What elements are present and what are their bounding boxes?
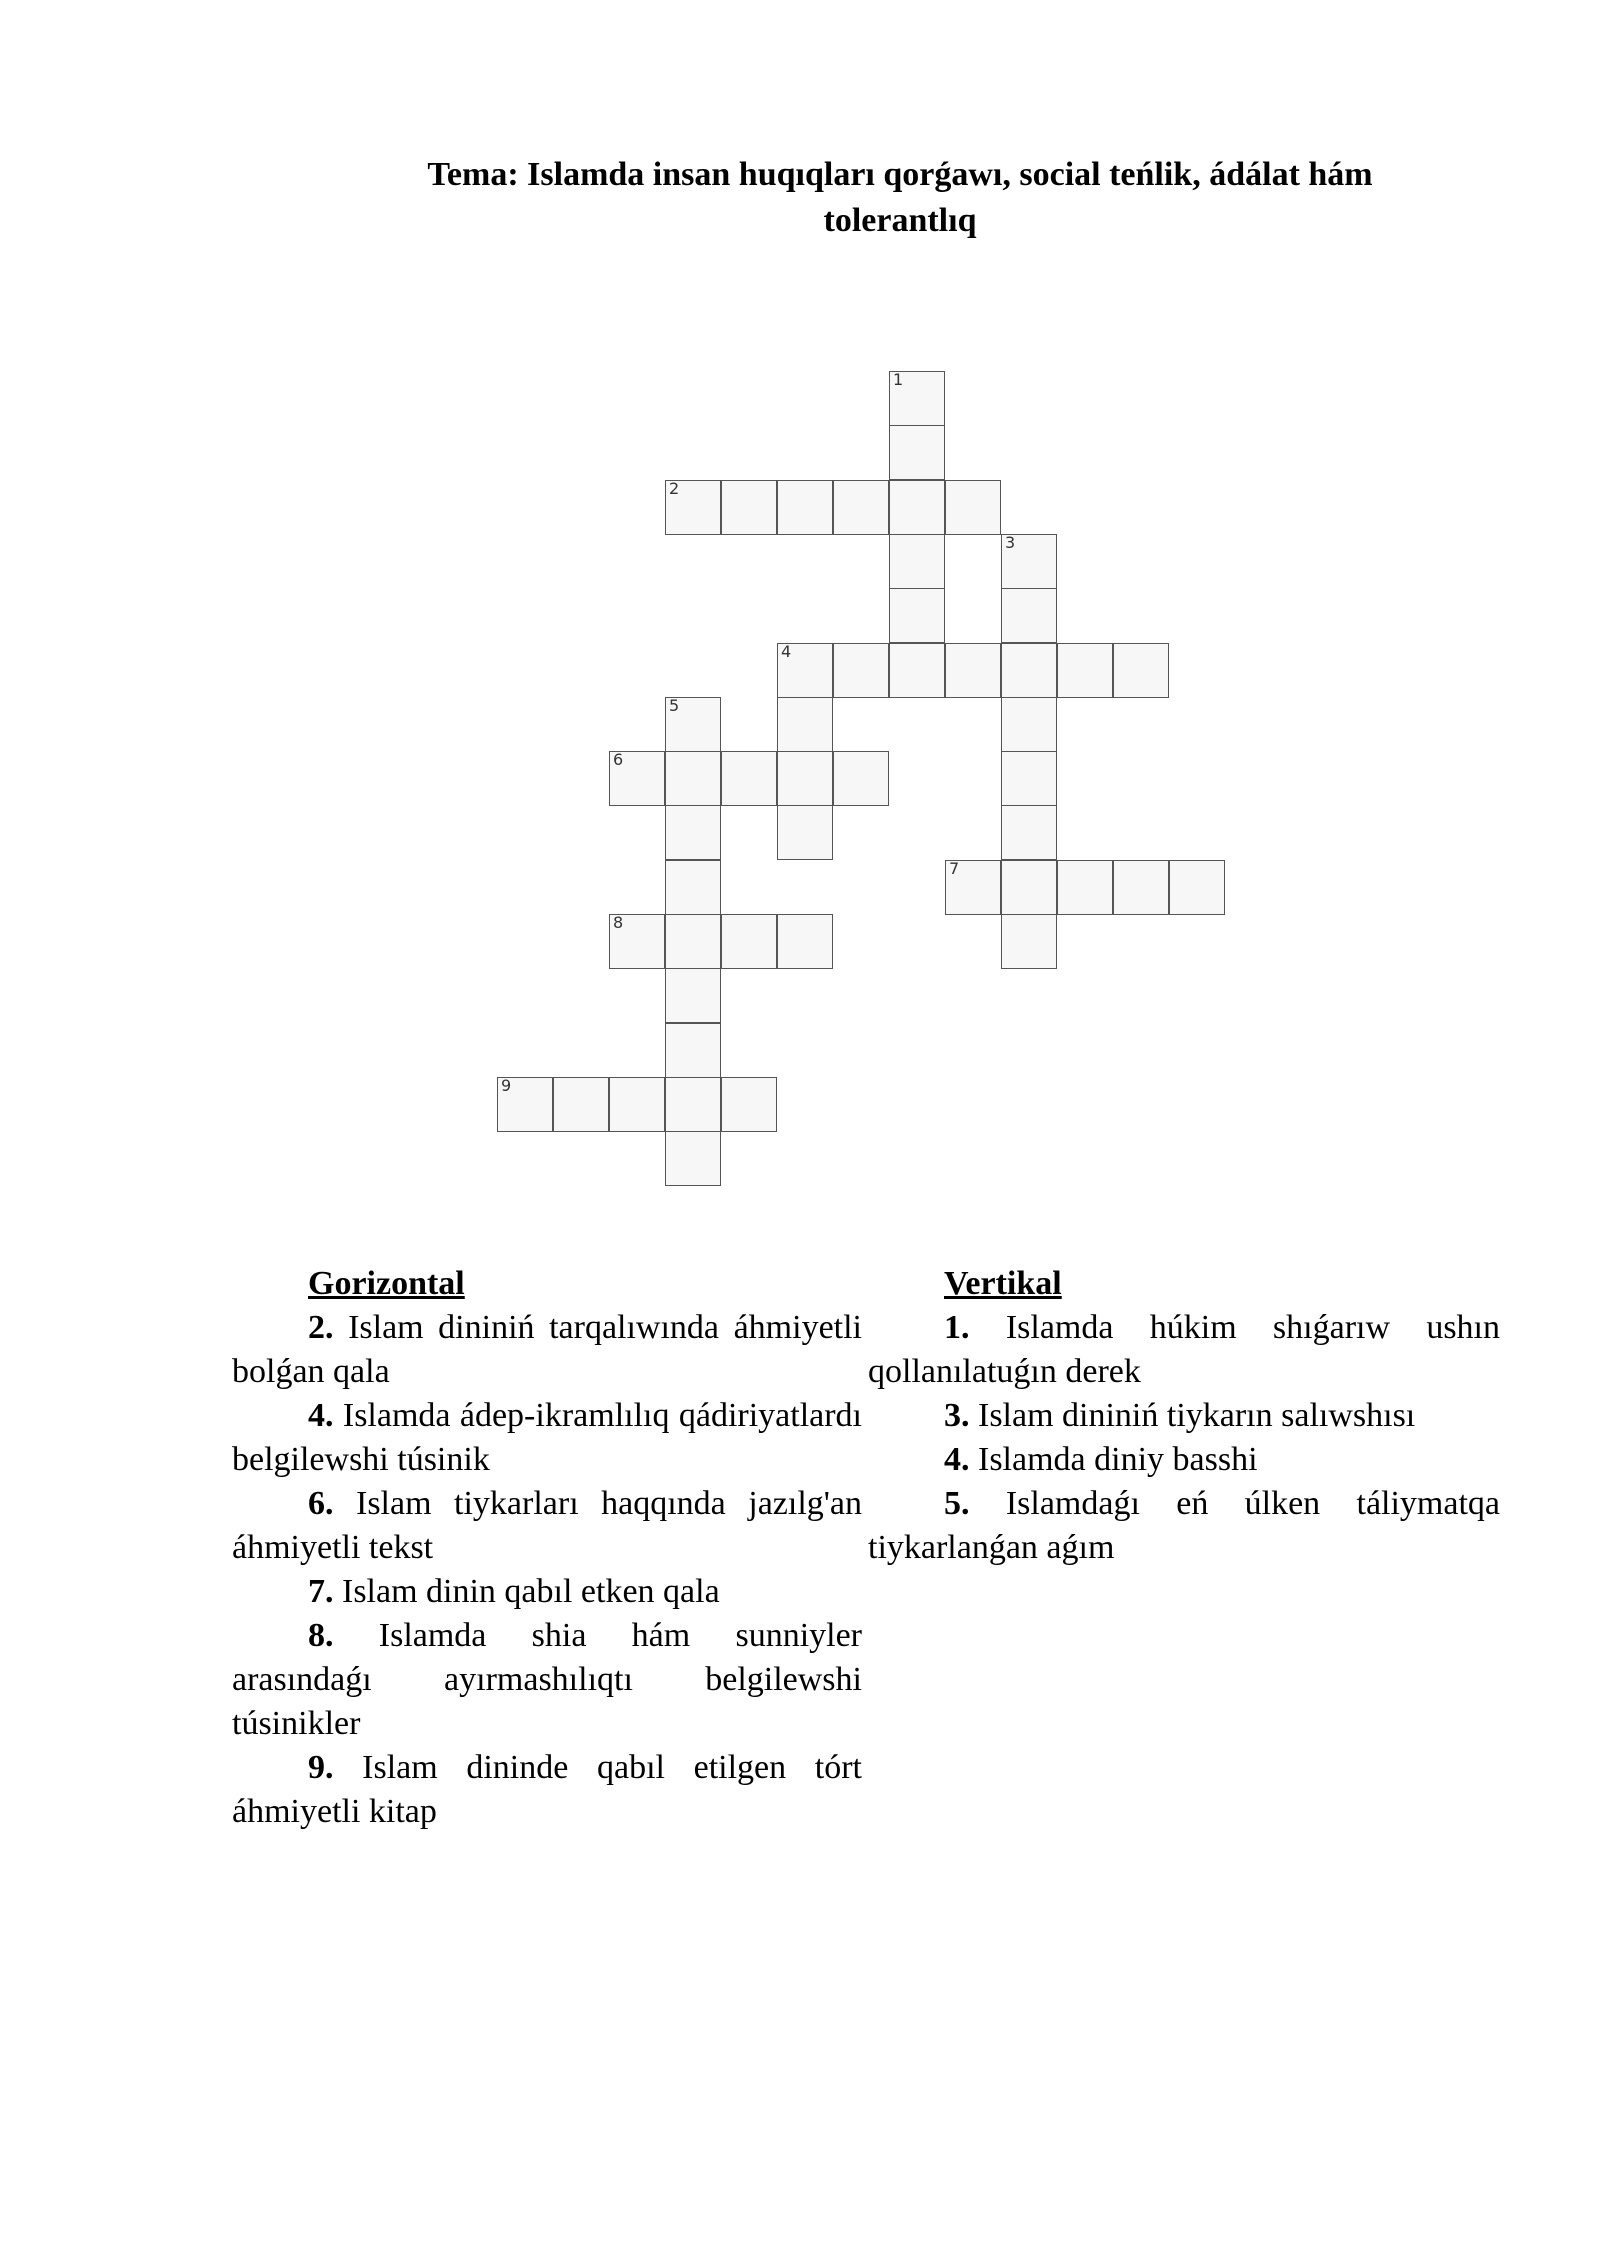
crossword-cell[interactable] — [889, 425, 945, 480]
crossword-cell[interactable] — [1001, 751, 1057, 806]
crossword-cell[interactable] — [721, 480, 777, 535]
crossword-cell[interactable] — [777, 643, 833, 698]
crossword-cell[interactable] — [1169, 860, 1225, 915]
clue-number: 8. — [308, 1617, 334, 1654]
crossword-cell[interactable] — [945, 643, 1001, 698]
crossword-cell[interactable] — [1001, 643, 1057, 698]
cell-number: 4 — [781, 641, 792, 661]
crossword-cell[interactable] — [889, 480, 945, 535]
clue-across-2 — [232, 1306, 862, 1394]
cell-number: 5 — [669, 695, 680, 715]
crossword-cell[interactable] — [833, 751, 889, 806]
clue-across-8 — [232, 1614, 862, 1746]
cell-number: 8 — [613, 913, 624, 932]
crossword-cell[interactable] — [1001, 860, 1057, 915]
horizontal-clues — [232, 1262, 862, 1834]
clue-text: Islam dininiń tiykarın salıwshısı — [978, 1397, 1416, 1434]
vertical-clues — [868, 1262, 1500, 1570]
crossword-cell[interactable] — [777, 914, 833, 969]
cell-number: 6 — [613, 750, 624, 770]
clue-text: Islam dinin qabıl etken qala — [342, 1573, 720, 1610]
clue-number: 5. — [944, 1485, 970, 1522]
crossword-cell[interactable] — [1001, 534, 1057, 589]
crossword-cell[interactable] — [833, 480, 889, 535]
crossword-cell[interactable] — [1113, 643, 1169, 698]
crossword-cell[interactable] — [777, 480, 833, 535]
clue-number: 2. — [308, 1309, 334, 1346]
cell-number: 2 — [669, 478, 680, 498]
clue-across-4 — [232, 1394, 862, 1482]
crossword-cell[interactable] — [553, 1077, 609, 1132]
crossword-cell[interactable] — [665, 751, 721, 806]
clue-text: Islamdaǵı eń úlken táliymatqa tiykarlanǵan aǵım — [868, 1485, 1500, 1566]
crossword-cell[interactable] — [889, 588, 945, 643]
crossword-cell[interactable] — [721, 914, 777, 969]
clue-down-4 — [868, 1438, 1500, 1482]
crossword-cell[interactable] — [777, 697, 833, 752]
clue-across-6 — [232, 1482, 862, 1570]
clue-across-7 — [232, 1570, 862, 1614]
crossword-cell[interactable] — [497, 1077, 553, 1132]
crossword-cell[interactable] — [945, 860, 1001, 915]
crossword-cell[interactable] — [1001, 914, 1057, 969]
clue-number: 3. — [944, 1397, 970, 1434]
crossword-cell[interactable] — [1001, 805, 1057, 860]
crossword-cell[interactable] — [665, 480, 721, 535]
clue-number: 9. — [308, 1749, 334, 1786]
clue-number: 1. — [944, 1309, 970, 1346]
crossword-cell[interactable] — [889, 643, 945, 698]
crossword-cell[interactable] — [665, 1131, 721, 1186]
cell-number: 9 — [501, 1075, 512, 1095]
crossword-cell[interactable] — [609, 751, 665, 806]
crossword-cell[interactable] — [1057, 643, 1113, 698]
clue-text: Islamda shia hám sunniyler arasındaǵı ayırmashılıqtı belgilewshi túsinikler — [232, 1617, 862, 1742]
crossword-cell[interactable] — [1001, 588, 1057, 643]
crossword-cell[interactable] — [665, 805, 721, 860]
crossword-cell[interactable] — [1001, 697, 1057, 752]
clue-number: 4. — [308, 1397, 334, 1434]
crossword-cell[interactable] — [665, 914, 721, 969]
crossword-cell[interactable] — [665, 1023, 721, 1078]
crossword-cell[interactable] — [721, 1077, 777, 1132]
clue-down-3 — [868, 1394, 1500, 1438]
cell-number: 7 — [949, 858, 960, 878]
crossword-cell[interactable] — [609, 914, 665, 969]
crossword-cell[interactable] — [945, 480, 1001, 535]
crossword-cell[interactable] — [833, 643, 889, 698]
vertical-heading: Vertikal — [944, 1265, 1062, 1302]
clue-number: 7. — [308, 1573, 334, 1610]
clue-number: 4. — [944, 1441, 970, 1478]
crossword-cell[interactable] — [721, 751, 777, 806]
clue-down-1 — [868, 1306, 1500, 1394]
page-title: Tema: Islamda insan huqıqları qorǵawı, social teńlik, ádálat hám tolerantlıq — [427, 156, 1373, 239]
cell-number: 3 — [1005, 532, 1016, 552]
clue-down-5 — [868, 1482, 1500, 1570]
horizontal-heading: Gorizontal — [308, 1265, 465, 1302]
crossword-cell[interactable] — [665, 968, 721, 1023]
cell-number: 1 — [893, 370, 904, 389]
crossword-cell[interactable] — [889, 534, 945, 589]
clue-text: Islam dininiń tarqalıwında áhmiyetli bolǵan qala — [232, 1309, 862, 1390]
crossword-cell[interactable] — [665, 1077, 721, 1132]
clue-text: Islamda ádep-ikramlılıq qádiriyatlardı belgilewshi túsinik — [232, 1397, 862, 1478]
clue-text: Islamda húkim shıǵarıw ushın qollanılatuǵın derek — [868, 1309, 1501, 1390]
crossword-cell[interactable] — [1057, 860, 1113, 915]
crossword-cell[interactable] — [777, 751, 833, 806]
crossword-cell[interactable] — [889, 371, 945, 426]
crossword-cell[interactable] — [1113, 860, 1169, 915]
clue-text: Islamda diniy basshi — [978, 1441, 1258, 1478]
clue-text: Islam dininde qabıl etilgen tórt áhmiyetli kitap — [232, 1749, 862, 1830]
clue-across-9 — [232, 1746, 862, 1834]
crossword-cell[interactable] — [777, 805, 833, 860]
crossword-cell[interactable] — [665, 860, 721, 915]
crossword-cell[interactable] — [665, 697, 721, 752]
clue-text: Islam tiykarları haqqında jazılg'an áhmiyetli tekst — [232, 1485, 863, 1566]
clue-number: 6. — [308, 1485, 334, 1522]
crossword-cell[interactable] — [609, 1077, 665, 1132]
